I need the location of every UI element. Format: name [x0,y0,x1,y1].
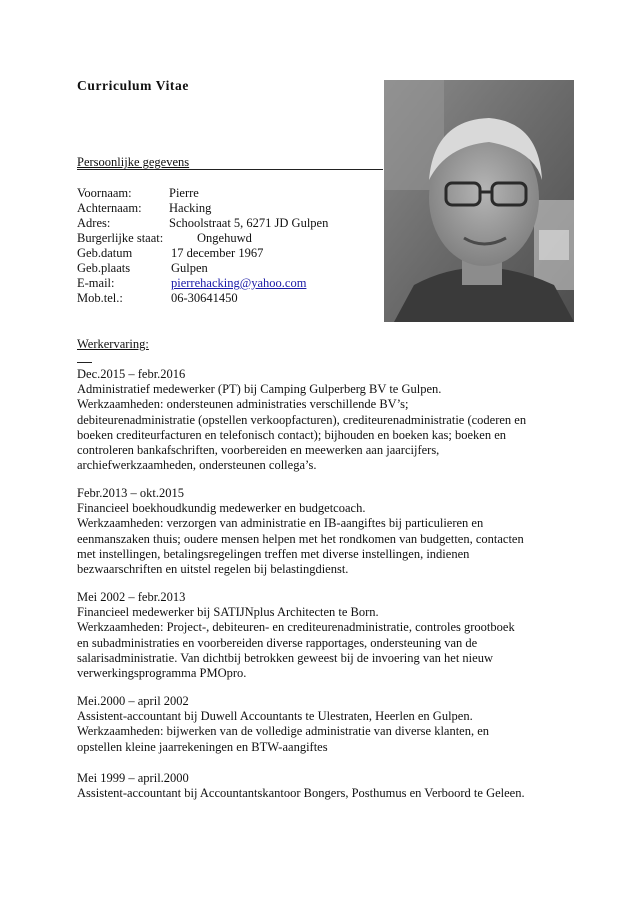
page-title: Curriculum Vitae [77,78,189,93]
work-line: Werkzaamheden: ondersteunen administraties verschillende BV’s; [77,397,409,412]
field-value: 06-30641450 [171,291,238,305]
work-line: debiteurenadministratie (opstellen verkoopfacturen), crediteurenadministratie (coderen en [77,412,527,427]
portrait-photo [384,80,574,322]
field-value: Gulpen [171,261,208,275]
field-value: Schoolstraat 5, 6271 JD Gulpen [169,216,329,230]
field-label: Burgerlijke staat: [77,231,164,245]
portrait-illustration [384,80,574,322]
heading-rule [77,169,383,170]
work-line: Financieel medewerker bij SATIJNplus Architecten te Born. [77,605,379,620]
field-birth-place [77,261,377,276]
field-label: Achternaam: [77,201,142,215]
work-period: Mei 1999 – april.2000 [77,771,189,785]
work-entry [77,771,567,801]
field-birth-date [77,246,377,261]
work-line: Werkzaamheden: bijwerken van de volledige administratie van diverse klanten, en [77,724,490,739]
personal-details-heading: Persoonlijke gegevens [77,155,190,169]
work-line: boeken crediteurfacturen en telefonisch contact); bijhouden en boeken kas; boeken en [77,427,506,442]
work-line: salarisadministratie. Van dichtbij betrokken geweest bij de invoering van het nieuw [77,650,493,665]
work-line: Financieel boekhoudkundig medewerker en budgetcoach. [77,501,366,516]
work-line: Assistent-accountant bij Accountantskantoor Bongers, Posthumus en Verboord te Geleen. [77,786,525,801]
field-address [77,216,377,231]
work-line: en subadministraties en voorbereiden diverse rapportages, ondersteuning van de [77,635,478,650]
field-email [77,276,377,291]
email-link[interactable]: pierrehacking@yahoo.com [171,276,307,290]
work-line: opstellen kleine jaarrekeningen en BTW-aangiftes [77,739,328,754]
work-period: Febr.2013 – okt.2015 [77,486,184,500]
field-label: Adres: [77,216,111,230]
work-line: Assistent-accountant bij Duwell Accountants te Ulestraten, Heerlen en Gulpen. [77,709,473,724]
work-line: Administratief medewerker (PT) bij Camping Gulperberg BV te Gulpen. [77,382,442,397]
short-rule [77,362,92,363]
field-label: Mob.tel.: [77,291,123,305]
field-label: Voornaam: [77,186,132,200]
field-value: 17 december 1967 [171,246,264,260]
work-period: Dec.2015 – febr.2016 [77,367,186,381]
work-period: Mei 2002 – febr.2013 [77,590,186,604]
work-entry [77,590,567,681]
work-line: eenmanszaken thuis; oudere mensen helpen met het rondkomen van budgetten, contacten [77,531,524,546]
work-line: Werkzaamheden: Project-, debiteuren- en crediteurenadministratie, controles grootboek [77,620,515,635]
field-last-name [77,201,377,216]
field-first-name [77,186,377,201]
work-entry [77,694,567,755]
field-label: Geb.plaats [77,261,131,275]
work-line: controleren bankafschriften, voorbereiden en meewerken aan jaarcijfers, [77,443,440,458]
work-entry [77,367,567,473]
work-line: verwerkingsprogramma PMOpro. [77,666,247,681]
work-line: archiefwerkzaamheden, ondersteunen collega’s. [77,458,317,473]
work-line: Werkzaamheden: verzorgen van administratie en IB-aangiftes bij particulieren en [77,516,484,531]
work-period: Mei.2000 – april 2002 [77,694,189,708]
work-line: bezwaarschriften en uitstel regelen bij belastingdienst. [77,562,349,577]
field-value: Pierre [169,186,199,200]
field-value: Hacking [169,201,212,215]
work-entry [77,486,567,577]
work-experience-heading: Werkervaring: [77,337,149,351]
field-marital-status [77,231,377,246]
field-mobile [77,291,377,306]
field-label: Geb.datum [77,246,133,260]
field-label: E-mail: [77,276,115,290]
field-value: Ongehuwd [197,231,252,245]
work-line: met instellingen, betalingsregelingen treffen met diverse instellingen, indienen [77,546,470,561]
